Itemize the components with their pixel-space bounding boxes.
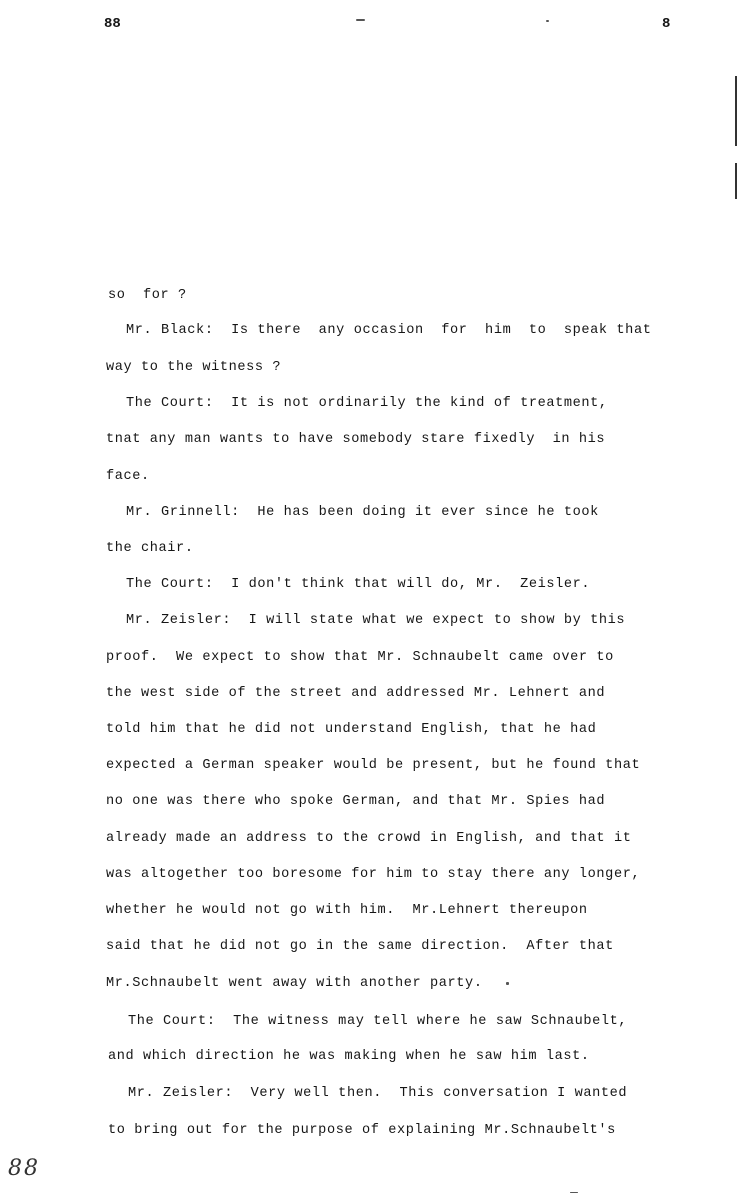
transcript-line: Mr.Schnaubelt went away with another party. bbox=[106, 976, 483, 991]
transcript-line: already made an address to the crowd in English, and that it bbox=[106, 831, 632, 846]
transcript-line: the west side of the street and addressed Mr. Lehnert and bbox=[106, 686, 606, 701]
transcript-line: was altogether too boresome for him to stay there any longer, bbox=[106, 867, 641, 882]
transcript-line: whether he would not go with him. Mr.Lehnert thereupon bbox=[106, 903, 588, 918]
transcript-line: Mr. Black: Is there any occasion for him to speak that bbox=[126, 323, 652, 338]
transcript-line: Mr. Zeisler: Very well then. This conversation I wanted bbox=[128, 1086, 628, 1101]
transcript-line: face. bbox=[106, 469, 150, 484]
scan-edge-line bbox=[735, 76, 737, 146]
transcript-line: so for ? bbox=[108, 288, 187, 303]
transcript-line: told him that he did not understand English, that he had bbox=[106, 722, 597, 737]
page-number-left: 88 bbox=[104, 16, 121, 32]
scan-speck bbox=[356, 19, 365, 21]
page-number-right: 8 bbox=[662, 16, 671, 32]
scan-edge-line bbox=[735, 163, 737, 199]
transcript-line: The Court: The witness may tell where he saw Schnaubelt, bbox=[128, 1014, 628, 1029]
transcript-line: proof. We expect to show that Mr. Schnaubelt came over to bbox=[106, 650, 614, 665]
transcript-line: The Court: It is not ordinarily the kind of treatment, bbox=[126, 396, 608, 411]
transcript-line: to bring out for the purpose of explaining Mr.Schnaubelt's bbox=[108, 1123, 616, 1138]
transcript-line: way to the witness ? bbox=[106, 360, 282, 375]
transcript-line: The Court: I don't think that will do, Mr. Zeisler. bbox=[126, 577, 591, 592]
transcript-line: tnat any man wants to have somebody stare fixedly in his bbox=[106, 432, 606, 447]
transcript-line: the chair. bbox=[106, 541, 194, 556]
transcript-line: and which direction he was making when he saw him last. bbox=[108, 1049, 590, 1064]
scan-speck bbox=[570, 1192, 578, 1193]
transcript-line: no one was there who spoke German, and that Mr. Spies had bbox=[106, 794, 606, 809]
transcript-line: expected a German speaker would be present, but he found that bbox=[106, 758, 641, 773]
handwritten-page-number: 88 bbox=[8, 1156, 40, 1181]
transcript-line: Mr. Grinnell: He has been doing it ever since he took bbox=[126, 505, 599, 520]
transcript-line: Mr. Zeisler: I will state what we expect to show by this bbox=[126, 613, 626, 628]
transcript-line: said that he did not go in the same direction. After that bbox=[106, 939, 614, 954]
scan-speck bbox=[546, 20, 549, 22]
scan-speck bbox=[506, 982, 509, 985]
